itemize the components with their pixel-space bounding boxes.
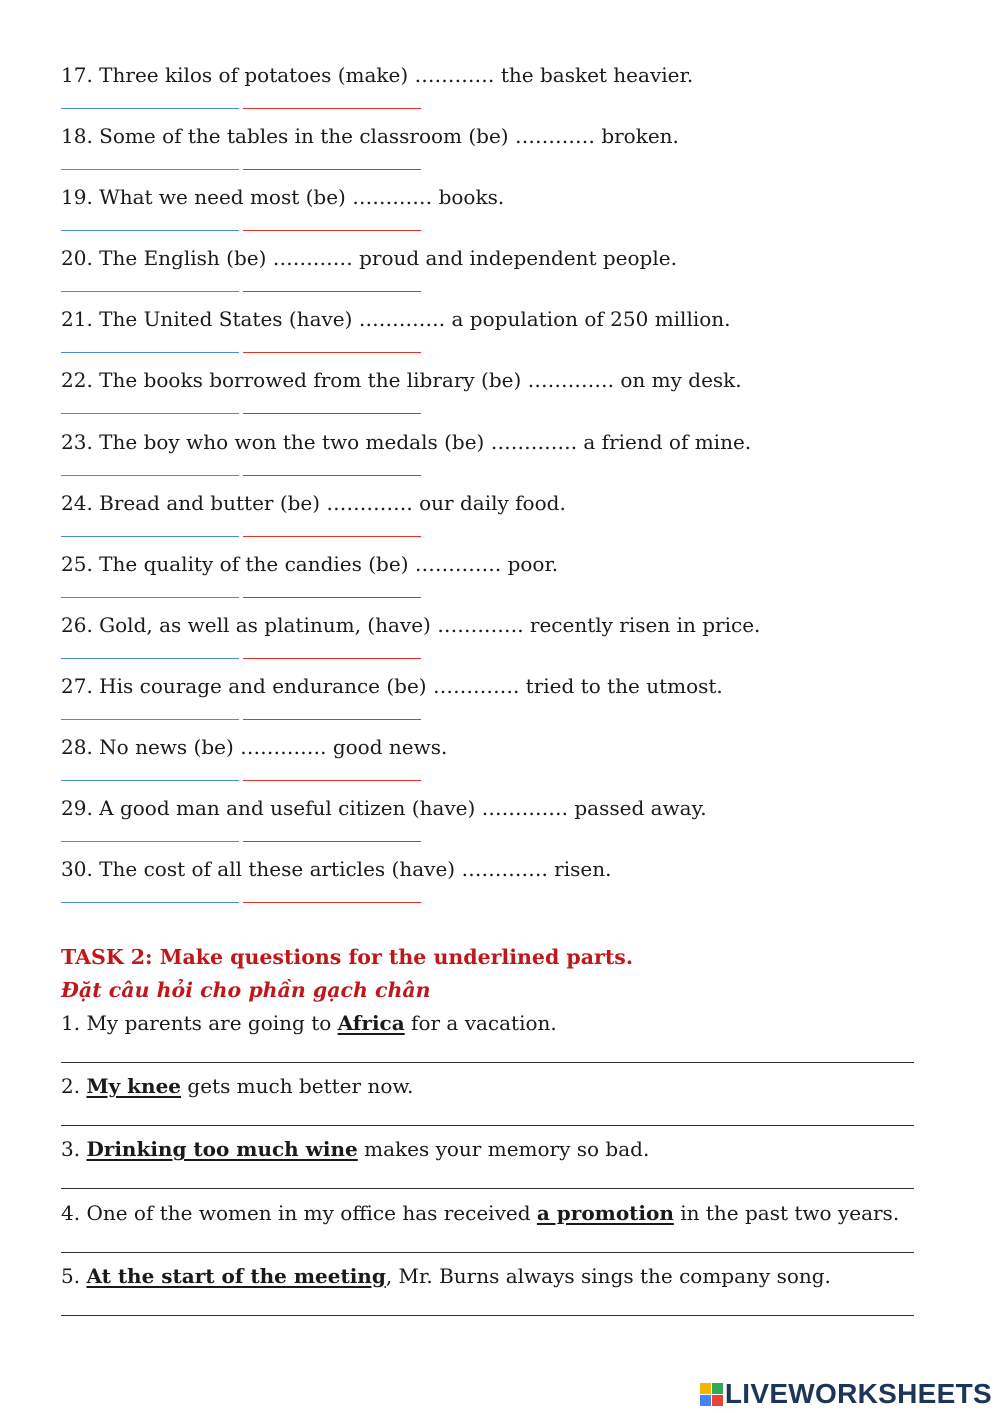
answer-blank-2[interactable] bbox=[243, 169, 421, 170]
exercise-item-27 bbox=[61, 669, 941, 730]
task2-question: 3. Drinking too much wine makes your memory so bad. bbox=[61, 1137, 650, 1162]
answer-blank-1[interactable] bbox=[61, 475, 239, 476]
task2-question: 4. One of the women in my office has received a promotion in the past two years. bbox=[61, 1200, 900, 1225]
exercise-question: 28. No news (be) …………. good news. bbox=[61, 735, 448, 760]
answer-blank-1[interactable] bbox=[61, 230, 239, 231]
exercise-item-17 bbox=[61, 58, 941, 119]
answer-blank-2[interactable] bbox=[243, 291, 421, 292]
exercise-question: 26. Gold, as well as platinum, (have) …………. recently risen in price. bbox=[61, 612, 761, 637]
exercise-question: 29. A good man and useful citizen (have) …………. passed away. bbox=[61, 796, 707, 821]
task2-question: 1. My parents are going to Africa for a vacation. bbox=[61, 1011, 557, 1035]
answer-blank-2[interactable] bbox=[243, 352, 421, 353]
answer-blank-2[interactable] bbox=[243, 475, 421, 476]
exercise-item-30 bbox=[61, 852, 941, 913]
answer-blank-1[interactable] bbox=[61, 536, 239, 537]
exercise-item-20 bbox=[61, 241, 941, 302]
task2-question-list bbox=[61, 1010, 914, 1326]
task2-heading: TASK 2: Make questions for the underlined parts. bbox=[61, 945, 633, 969]
exercise-question: 30. The cost of all these articles (have) …………. risen. bbox=[61, 857, 612, 882]
exercise-question: 25. The quality of the candies (be) …………. poor. bbox=[61, 551, 559, 576]
liveworksheets-logo[interactable] bbox=[700, 1378, 992, 1410]
logo-wordmark: LIVEWORKSHEETS bbox=[724, 1378, 992, 1409]
exercise-item-23 bbox=[61, 425, 941, 486]
answer-blank-1[interactable] bbox=[61, 841, 239, 842]
exercise-item-19 bbox=[61, 180, 941, 241]
answer-blank-2[interactable] bbox=[243, 597, 421, 598]
underlined-part: At the start of the meeting bbox=[86, 1263, 386, 1288]
answer-line[interactable] bbox=[61, 1188, 914, 1189]
answer-line[interactable] bbox=[61, 1315, 914, 1316]
underlined-part: My knee bbox=[86, 1074, 182, 1099]
answer-blank-1[interactable] bbox=[61, 291, 239, 292]
exercise-question: 23. The boy who won the two medals (be) …………. a friend of mine. bbox=[61, 429, 752, 454]
underlined-part: a promotion bbox=[536, 1200, 674, 1225]
exercise-question: 17. Three kilos of potatoes (make) ………… the basket heavier. bbox=[61, 63, 694, 87]
exercise-question: 24. Bread and butter (be) …………. our daily food. bbox=[61, 490, 566, 515]
answer-blank-1[interactable] bbox=[61, 597, 239, 598]
exercise-item-26 bbox=[61, 608, 941, 669]
answer-blank-1[interactable] bbox=[61, 413, 239, 414]
exercise-item-21 bbox=[61, 302, 941, 363]
task2-item-5 bbox=[61, 1263, 914, 1326]
answer-blank-2[interactable] bbox=[243, 780, 421, 781]
exercise-question: 27. His courage and endurance (be) …………. tried to the utmost. bbox=[61, 673, 723, 698]
task1-exercise-list bbox=[61, 58, 941, 913]
exercise-item-28 bbox=[61, 730, 941, 791]
answer-line[interactable] bbox=[61, 1062, 914, 1063]
underlined-part: Africa bbox=[337, 1011, 405, 1035]
task2-subheading: Đặt câu hỏi cho phần gạch chân bbox=[61, 978, 431, 1002]
answer-blank-1[interactable] bbox=[61, 719, 239, 720]
answer-blank-1[interactable] bbox=[61, 352, 239, 353]
exercise-question: 18. Some of the tables in the classroom (be) ………… broken. bbox=[61, 124, 679, 149]
answer-line[interactable] bbox=[61, 1125, 914, 1126]
answer-blank-1[interactable] bbox=[61, 108, 239, 109]
answer-blank-1[interactable] bbox=[61, 658, 239, 659]
exercise-item-29 bbox=[61, 791, 941, 852]
answer-blank-2[interactable] bbox=[243, 413, 421, 414]
answer-blank-1[interactable] bbox=[61, 780, 239, 781]
exercise-item-18 bbox=[61, 119, 941, 180]
exercise-question: 21. The United States (have) …………. a population of 250 million. bbox=[61, 307, 731, 332]
exercise-item-25 bbox=[61, 547, 941, 608]
exercise-question: 20. The English (be) ………… proud and independent people. bbox=[61, 246, 677, 271]
answer-line[interactable] bbox=[61, 1252, 914, 1253]
answer-blank-2[interactable] bbox=[243, 108, 421, 109]
task2-item-2 bbox=[61, 1073, 914, 1136]
task2-question: 5. At the start of the meeting, Mr. Burns always sings the company song. bbox=[61, 1263, 831, 1288]
answer-blank-2[interactable] bbox=[243, 658, 421, 659]
exercise-item-24 bbox=[61, 486, 941, 547]
task2-item-1 bbox=[61, 1010, 914, 1073]
answer-blank-2[interactable] bbox=[243, 719, 421, 720]
task2-item-4 bbox=[61, 1200, 914, 1263]
answer-blank-1[interactable] bbox=[61, 169, 239, 170]
underlined-part: Drinking too much wine bbox=[86, 1137, 358, 1162]
answer-blank-1[interactable] bbox=[61, 902, 239, 903]
answer-blank-2[interactable] bbox=[243, 536, 421, 537]
exercise-question: 19. What we need most (be) ………… books. bbox=[61, 185, 505, 210]
task2-item-3 bbox=[61, 1136, 914, 1199]
answer-blank-2[interactable] bbox=[243, 902, 421, 903]
exercise-question: 22. The books borrowed from the library (be) …………. on my desk. bbox=[61, 368, 742, 393]
answer-blank-2[interactable] bbox=[243, 841, 421, 842]
answer-blank-2[interactable] bbox=[243, 230, 421, 231]
liveworksheets-logo-icon bbox=[700, 1383, 723, 1406]
exercise-item-22 bbox=[61, 363, 941, 424]
task2-question: 2. My knee gets much better now. bbox=[61, 1074, 414, 1099]
